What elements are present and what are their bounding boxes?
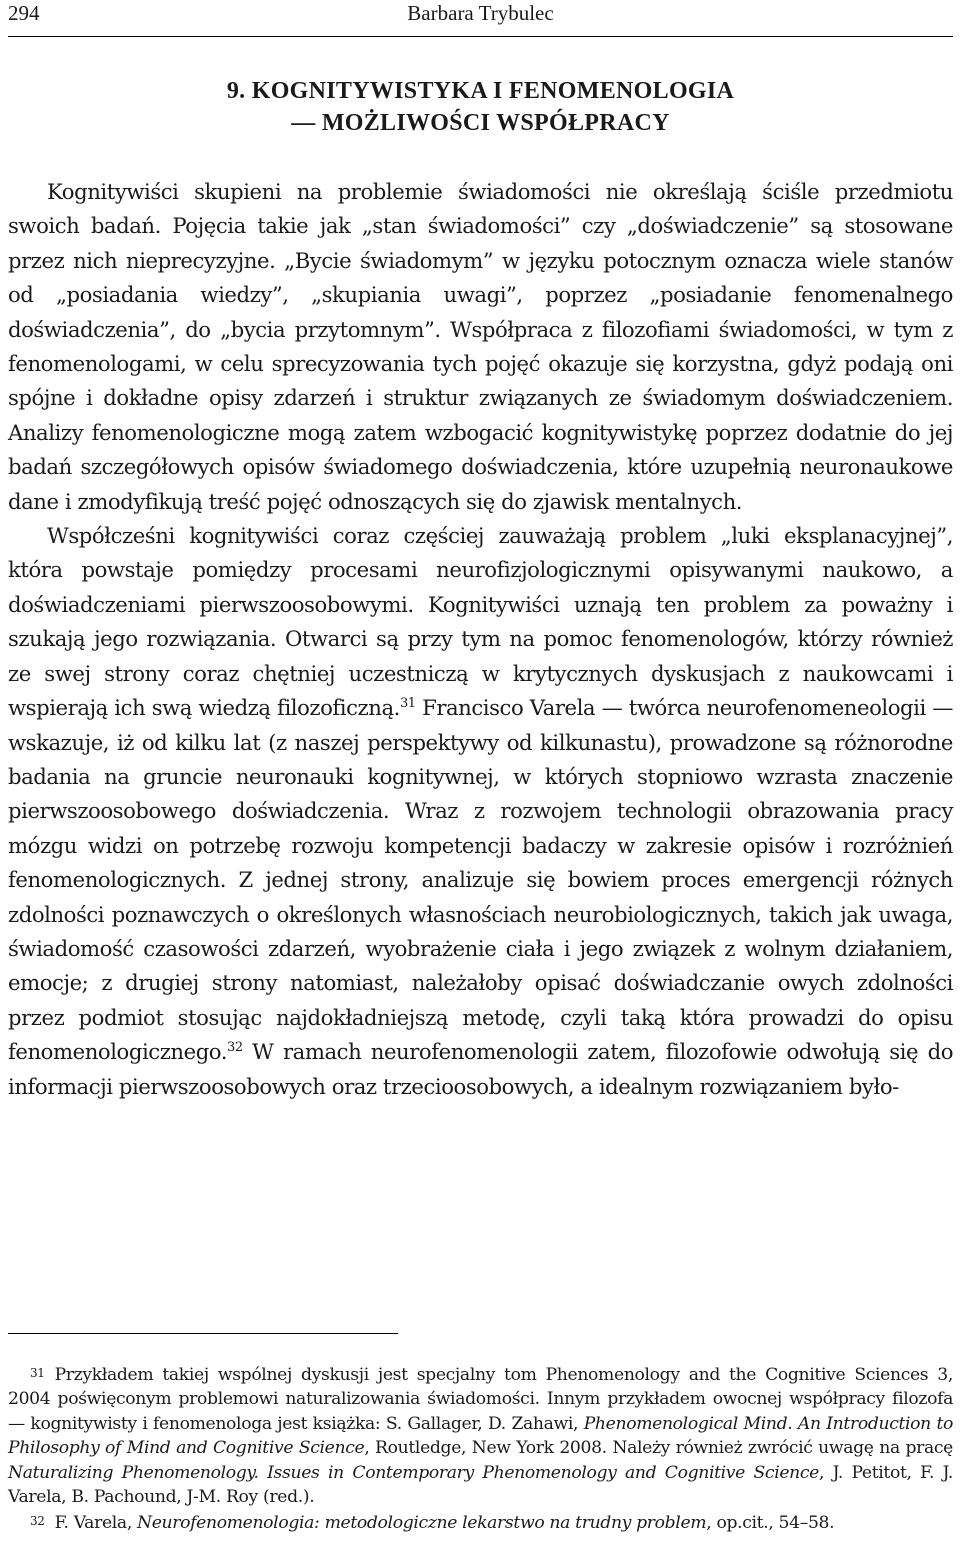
footnote-italic-title: Neurofenomenologia: metodologiczne lekarstwo na trudny problem [137, 1513, 707, 1534]
footnote-separator [8, 1333, 398, 1334]
footnotes [8, 1361, 953, 1536]
footnote-ref-32[interactable]: 32 [227, 1040, 243, 1056]
paragraph-2-text-b: Francisco Varela — twórca neurofenomeneologii — wskazuje, iż od kilku lat (z naszej perspektywy od kilkunastu), prowadzone są różnorodne badania na gruncie neuronauki kognitywnej, w których stopniowo wzrasta znaczenie pierwszoosobowego doświadczenia. Wraz z rozwojem technologii obrazowania pracy mózgu widzi on potrzebę rozwoju kompetencji badaczy w zakresie opisów i rozróżnień fenomenologicznych. Z jednej strony, analizuje się bowiem proces emergencji różnych zdolności poznawczych o określonych własnościach neurobiologicznych, takich jak uwaga, świadomość czasowości zdarzeń, wyobrażenie ciała i jego związek z wolnym działaniem, emocje; z drugiej strony natomiast, należałoby opisać doświadczanie owych zdolności przez podmiot stosując najdokładniejszą metodę, czyli taką która prowadzi do opisu fenomenologicznego. [8, 695, 953, 1065]
footnote-text: , J. Petitot, F. J. Varela, B. Pachound, J-M. Roy (red.). [8, 1462, 953, 1508]
chapter-title [8, 75, 953, 139]
paragraph-1 [8, 175, 953, 519]
footnote-31 [8, 1361, 953, 1509]
paragraph-1-text: Kognitywiści skupieni na problemie świadomości nie określają ściśle przedmiotu swoich badań. Pojęcia takie jak „stan świadomości” czy „doświadczenie” są stosowane przez nich nieprecyzyjne. „Bycie świadomym” w języku potocznym oznacza wiele stanów od „posiadania wiedzy”, „skupiania uwagi”, poprzez „posiadanie fenomenalnego doświadczenia”, do „bycia przytomnym”. Współpraca z filozofiami świadomości, w tym z fenomenologami, w celu sprecyzowania tych pojęć okazuje się korzystna, gdyż podają oni spójne i dokładne opisy zdarzeń i struktur związanych ze świadomym doświadczeniem. Analizy fenomenologiczne mogą zatem wzbogacić kognitywistykę poprzez dodatnie do jej badań szczegółowych opisów świadomego doświadczenia, które uzupełnią neuronaukowe dane i zmodyfikują treść pojęć odnoszących się do zjawisk mentalnych. [8, 179, 953, 514]
paragraph-2 [8, 519, 953, 1104]
paragraph-2-text-a: Współcześni kognitywiści coraz częściej zauważają problem „luki eksplanacyjnej”, która powstaje pomiędzy procesami neurofizjologicznymi opisywanymi naukowo, a doświadczeniami pierwszoosobowymi. Kognitywiści uznają ten problem za poważny i szukają jego rozwiązania. Otwarci są przy tym na pomoc fenomenologów, którzy również ze swej strony coraz chętniej uczestniczą w krytycznych dyskusjach z naukowcami i wspierają ich swą wiedzą filozoficzną. [8, 523, 953, 721]
footnote-italic-title: Phenomenological Mind. An Introduction to Philosophy of Mind and Cognitive Science [8, 1413, 953, 1459]
chapter-title-line-1: 9. KOGNITYWISTYKA I FENOMENOLOGIA [226, 78, 735, 104]
footnote-italic-title: Naturalizing Phenomenology. Issues in Contemporary Phenomenology and Cognitive Science [8, 1462, 819, 1483]
chapter-title-line-2: — MOŻLIWOŚCI WSPÓŁPRACY [291, 110, 670, 136]
footnote-32 [8, 1509, 953, 1535]
footnote-text: F. Varela, [54, 1513, 138, 1534]
footnote-text: Przykładem takiej wspólnej dyskusji jest specjalny tom Phenomenology and the Cognitive Sciences 3, 2004 poświęconym problemowi naturalizowania świadomości. Innym przykładem owocnej współpracy filozofa — kognitywisty i fenomenologa jest książka: S. Gallager, D. Zahawi, [8, 1365, 953, 1434]
running-head-author: Barbara Trybulec [407, 1, 554, 25]
body-text [8, 175, 953, 1104]
footnote-text: , Routledge, New York 2008. Należy również zwrócić uwagę na pracę [364, 1438, 953, 1459]
book-page [8, 0, 953, 1534]
paragraph-2-text-c: W ramach neurofenomenologii zatem, filozofowie odwołują się do informacji pierwszoosobowych oraz trzecioosobowych, a idealnym rozwiązaniem było- [8, 1039, 953, 1099]
footnote-ref-31[interactable]: 31 [399, 696, 416, 712]
footnote-text: , op.cit., 54–58. [706, 1513, 835, 1534]
page-number: 294 [8, 1, 40, 25]
footnote-number: 32 [30, 1514, 45, 1529]
running-header [8, 0, 953, 37]
footnote-number: 31 [30, 1366, 45, 1380]
